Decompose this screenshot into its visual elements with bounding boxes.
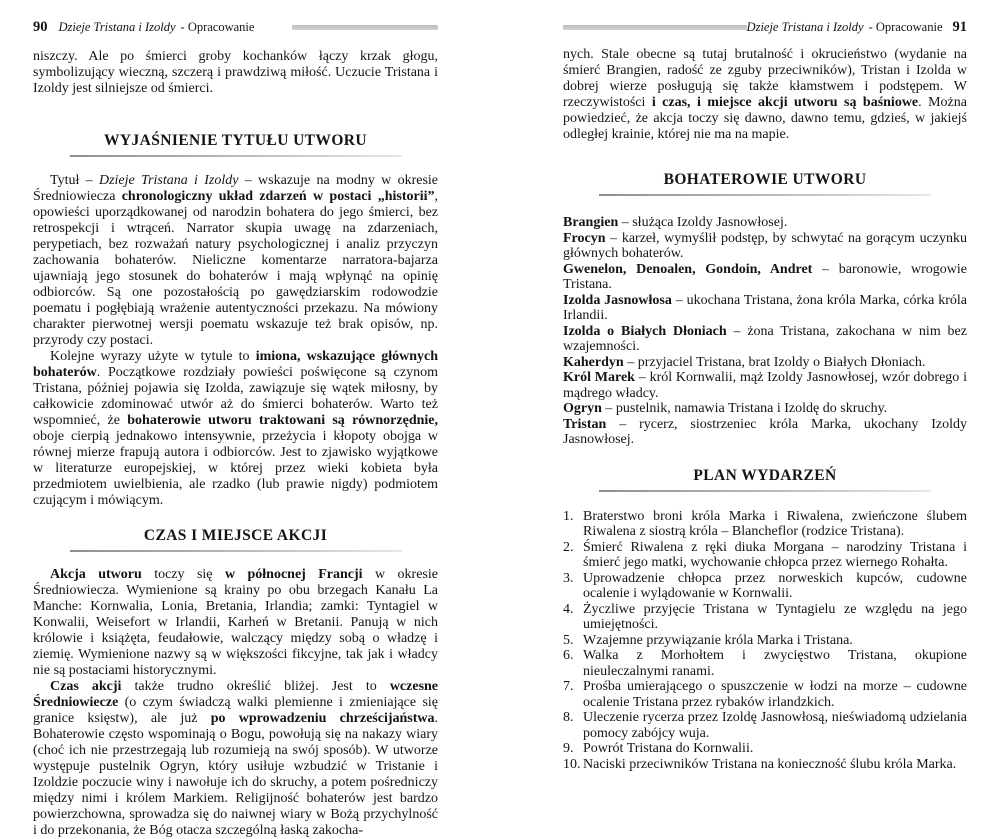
section-underline: [70, 550, 402, 552]
section-title: PLAN WYDARZEŃ: [693, 466, 837, 484]
section-heading: [33, 132, 438, 157]
paragraph: [33, 567, 438, 679]
text-segment: . Można powiedzieć, że akcja toczy się dawno, dawno temu, gdzieś, w jakiejś odległej krainie, której nie ma na mapie.: [563, 95, 967, 142]
section-underline: [70, 155, 402, 157]
item-text: Naciski przeciwników Tristana na konieczność ślubu króla Marka.: [583, 756, 957, 772]
character-name: Brangien: [563, 215, 619, 230]
character-name: Ogryn: [563, 401, 602, 416]
character-description: – ukochana Tristana, żona króla Marka, córka króla Irlandii.: [563, 292, 967, 323]
item-number: 1.: [563, 508, 574, 524]
character-name: Izolda o Białych Dłoniach: [563, 323, 727, 339]
running-title-suffix: - Opracowanie: [868, 20, 943, 34]
character-entry: [563, 215, 967, 231]
text-segment: Akcja utworu: [50, 567, 142, 582]
page-right: [500, 0, 1000, 772]
item-text: Powrót Tristana do Kornwalii.: [583, 741, 754, 756]
list-item: [563, 633, 967, 649]
item-number: 10.: [563, 756, 581, 772]
text-segment: . Początkowe rozdziały powieści poświęcone są czynom Tristana, później pojawia się Izolda, zawiązuje się wątek miłosny, by całkowicie zdominować utwór aż do śmierci bohaterów. Warto też wspomnieć, że: [33, 365, 438, 428]
section-heading: [563, 171, 967, 196]
text-segment: po wprowadzeniu chrześcijaństwa: [210, 711, 435, 726]
header-rule-bar: [292, 25, 438, 30]
section-heading: [563, 467, 967, 492]
list-item: [563, 648, 967, 679]
item-number: 9.: [563, 741, 574, 756]
character-name: Izolda Jasnowłosa: [563, 292, 672, 308]
paragraph: [33, 349, 438, 509]
character-entry: [563, 324, 967, 355]
character-entry: [563, 355, 967, 371]
text-segment: imiona, wskazujące głównych bohaterów: [33, 349, 438, 380]
text-segment: Tytuł –: [50, 173, 99, 188]
text-segment: , opowieści uporządkowanej od narodzin bohatera do jego śmierci, bez retrospekcji i wtrąceń. Narrator skupia uwagę na zdarzeniach, perypetiach, bez rozważań natury psychologicznej i analiz przyczyn zachowania bohaterów. Nieliczne komentarze narratora-bajarza ujawniają jego stosunek do bohaterów i mają wpłynąć na opinię odbiorców. Są one pozostałością po gawędziarskim rodowodzie poematu i pogłębiają wrażenie autentyczności przekazu. Na mówiony charakter pierwotnej wersji poematu wskazuje też brak opisów, np. przyrody czy postaci.: [33, 189, 438, 348]
running-title: Dzieje Tristana i Izoldy: [58, 20, 176, 34]
list-item: [563, 540, 967, 571]
page-left: [0, 0, 500, 838]
paragraph: [33, 679, 438, 839]
character-name: Kaherdyn: [563, 354, 624, 370]
list-item: [563, 757, 967, 773]
item-text: Wzajemne przywiązanie króla Marka i Tristana.: [583, 632, 853, 648]
character-description: – pustelnik, namawia Tristana i Izoldę do skruchy.: [601, 401, 888, 416]
page-number: 91: [952, 19, 967, 35]
text-segment: Czas akcji: [50, 679, 122, 694]
list-item: [563, 710, 967, 741]
text-segment: w okresie Średniowiecza. Wymienione są krainy po obu brzegach Kanału La Manche: Kornwalia, Lonia, Bretania, Irlandia; zamki: Tyntagiel w Konwalii, Weisefort w Irlandii, Karheń w Bretanii. Panują w nich królowie i książęta, feudałowie, walczący między sobą o władzę i ziemię. Wymienione nazwy są w większości fikcyjne, tak jak i władcy nie są postaciami historycznymi.: [33, 567, 438, 678]
item-number: 2.: [563, 539, 574, 555]
character-description: – żona Tristana, zakochana w nim bez wzajemności.: [563, 323, 967, 354]
section-underline: [599, 490, 931, 492]
item-number: 7.: [563, 679, 574, 694]
character-description: – służąca Izoldy Jasnowłosej.: [618, 215, 788, 230]
section-title: CZAS I MIEJSCE AKCJI: [143, 527, 328, 544]
paragraph-continuation: [33, 49, 438, 97]
character-entry: [563, 401, 967, 417]
text-segment: w północnej Francji: [224, 567, 363, 582]
item-text: Prośba umierającego o spuszczenie w łodzi na morze – cudowne ocalenie Tristana przez rybaków irlandzkich.: [583, 679, 967, 710]
plot-plan-list: [563, 509, 967, 773]
character-name: Gwenelon, Denoalen, Gondoin, Andret: [563, 261, 813, 277]
item-text: Życzliwe przyjęcie Tristana w Tyntagielu ze względu na jego umiejętności.: [583, 601, 967, 632]
item-text: Walka z Morhołtem i zwycięstwo Tristana, okupione nieuleczalnymi ranami.: [583, 648, 967, 679]
section-title: BOHATEROWIE UTWORU: [663, 171, 867, 188]
character-description: – przyjaciel Tristana, brat Izoldy o Białych Dłoniach.: [623, 354, 926, 370]
item-text: Uprowadzenie chłopca przez norweskich kupców, cudowne ocalenie i wylądowanie w Kornwalii.: [583, 570, 967, 601]
running-title: Dzieje Tristana i Izoldy: [746, 20, 864, 34]
text-segment: niszczy. Ale po śmierci groby kochanków łączy krzak głogu, symbolizujący wieczną, szczerą i prawdziwą miłość. Uczucie Tristana i Izoldy jest silniejsze od śmierci.: [33, 49, 438, 96]
item-number: 6.: [563, 648, 574, 663]
text-segment: Dzieje Tristana i Izoldy: [98, 173, 239, 188]
text-segment: i czas, i miejsce akcji utworu są baśniowe: [651, 95, 919, 110]
character-description: – karzeł, wymyślił podstęp, by schwytać na gorącym uczynku głównych bohaterów.: [563, 230, 967, 261]
section-underline: [599, 194, 931, 196]
character-description: – król Kornwalii, mąż Izoldy Jasnowłosej, wzór dobrego i mądrego władcy.: [563, 370, 967, 401]
page-right-content: [563, 0, 967, 772]
item-number: 4.: [563, 601, 574, 617]
header-rule-bar: [563, 25, 747, 30]
character-name: Tristan: [563, 416, 607, 432]
item-text: Śmierć Riwalena z ręki diuka Morgana – narodziny Tristana i śmierć jego matki, wychowanie chłopca przez wiernego Rohałta.: [583, 539, 967, 570]
item-number: 8.: [563, 710, 574, 725]
paragraph: [33, 173, 438, 349]
page-left-content: [33, 0, 438, 839]
section-heading: [33, 527, 438, 552]
character-name: Król Marek: [563, 370, 635, 385]
running-header-right: [563, 20, 967, 35]
character-list: [563, 215, 967, 448]
character-entry: [563, 370, 967, 401]
running-header-left: [33, 20, 438, 35]
character-entry: [563, 262, 967, 293]
text-segment: – wskazuje na modny w okresie Średniowiecza: [33, 173, 439, 204]
text-segment: także trudno określić bliżej. Jest to: [121, 679, 390, 694]
section-title: WYJAŚNIENIE TYTUŁU UTWORU: [104, 132, 367, 149]
list-item: [563, 509, 967, 540]
list-item: [563, 741, 967, 757]
item-number: 3.: [563, 570, 574, 586]
list-item: [563, 571, 967, 602]
text-segment: . Bohaterowie często wspominają o Bogu, powołują się na nakazy wiary (choć ich nie przestrzegają lub rozumieją na swój sposób). W utworze występuje pustelnik Ogryn, który usiłuje wzbudzić w Tristanie i Izoldzie poczucie winy i nawołuje ich do skruchy, a potem pośredniczy między nimi i królem Markiem. Religijność bohaterów jest bardzo powierzchowna, sprowadza się do naiwnej wiary w Bożą przychylność i do przekonania, że Bóg otacza szczególną łaską zakocha-: [33, 711, 439, 838]
text-segment: (o czym świadczą walki plemienne i zmieniające się granice księstw), ale już: [33, 695, 438, 726]
text-segment: nych. Stale obecne są tutaj brutalność i okrucieństwo (wydanie na śmierć Brangien, radość ze zguby przeciwników), Tristan i Izolda w dobrej wierze posługują się także kłamstwem i podstępem. W rzeczywistości: [563, 47, 967, 110]
item-text: Braterstwo broni króla Marka i Riwalena, zwieńczone ślubem Riwalena z siostrą króla – Blancheflor (rodzice Tristana).: [583, 508, 967, 539]
list-item: [563, 679, 967, 710]
running-title-suffix: - Opracowanie: [180, 20, 255, 34]
text-segment: oboje cierpią jednakowo intensywnie, przeżycia i kłopoty obojga w równej mierze frapują autora i odbiorców. Jest to zjawisko wyjątkowe w literaturze europejskiej, w której przez wieki kobieta była przedmiotem uwielbienia, ale rzadko (lub prawie nigdy) podmiotem czującym i mówiącym.: [33, 429, 438, 508]
item-number: 5.: [563, 632, 574, 648]
item-text: Uleczenie rycerza przez Izoldę Jasnowłosą, nieświadomą udzielania pomocy zabójcy wuja.: [583, 710, 967, 741]
character-name: Frocyn: [563, 230, 606, 246]
text-segment: Kolejne wyrazy użyte w tytule to: [50, 349, 256, 364]
text-segment: bohaterowie utworu traktowani są równorzędnie,: [127, 413, 439, 428]
character-entry: [563, 231, 967, 262]
character-entry: [563, 417, 967, 448]
text-segment: wczesne Średniowiecze: [33, 679, 439, 710]
text-segment: toczy się: [141, 567, 225, 582]
text-segment: chronologiczny układ zdarzeń w postaci „historii”: [121, 189, 435, 204]
character-description: – baronowie, wrogowie Tristana.: [563, 261, 968, 292]
list-item: [563, 602, 967, 633]
paragraph-continuation: [563, 47, 967, 143]
character-description: – rycerz, siostrzeniec króla Marka, ukochany Izoldy Jasnowłosej.: [563, 416, 967, 447]
page-number: 90: [33, 19, 48, 35]
character-entry: [563, 293, 967, 324]
